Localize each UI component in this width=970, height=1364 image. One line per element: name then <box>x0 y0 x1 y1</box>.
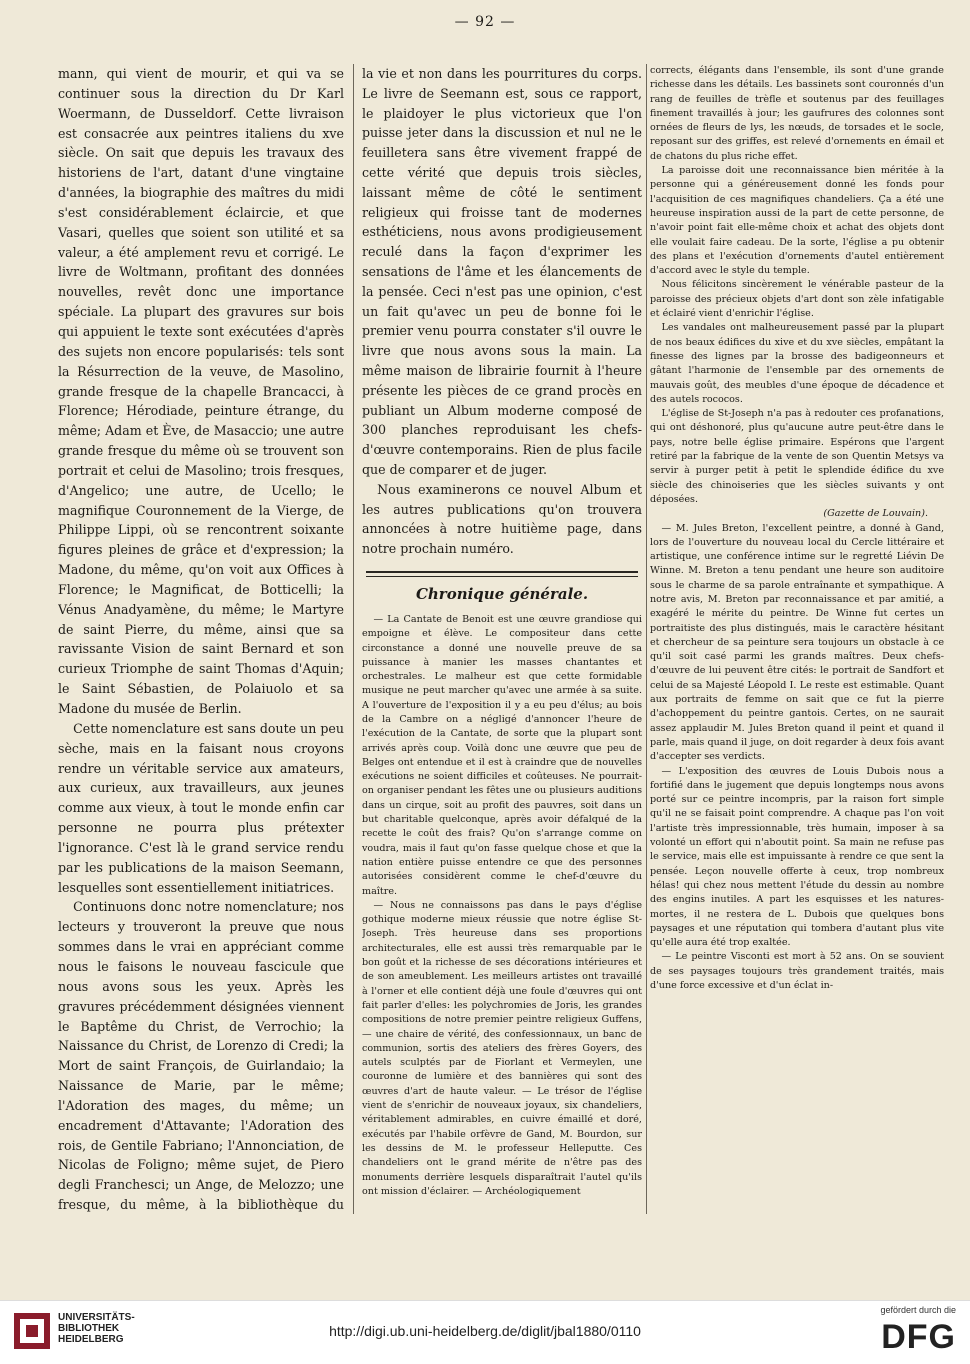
paragraph: — La Cantate de Benoit est une œuvre grandiose qui empoigne et élève. Le compositeur dans cette circonstance a donné une nouvelle preuve de sa puissance à manier les masses chantantes et orchestrales. Le malheur est que cette formidable musique ne peut marcher qu'avec une armée à sa suite. A l'ouverture de l'exposition il y a eu peu d'élus; au bois de la Cambre on a négligé d'annoncer l'heure de l'exécution de la Cantate, de sorte que la plupart sont arrivés après coup. Voilà donc une œuvre que peu de Belges ont entendue et il est à craindre que de nouvelles exécutions ne soient difficiles et coûteuses. Ne pourrait-on organiser pendant les fêtes une ou plusieurs auditions dans un cirque, soit au profit des pauvres, soit dans un but charitable quelconque, après avoir défalqué de la recette le coût des frais? Qu'on s'arrange comme on voudra, mais il faut qu'on fasse quelque chose et que la nation entière puisse entendre ce que des personnes autorisées considèrent comme le chef-d'œuvre du maître. <box>362 613 642 897</box>
column-rule <box>646 64 647 1214</box>
funded-by-label: gefördert durch die <box>880 1305 956 1315</box>
paragraph: Nous examinerons ce nouvel Album et les autres publications qu'on trouvera annoncées à notre huitième page, dans notre prochain numéro. <box>362 481 642 557</box>
paragraph: — M. Jules Breton, l'excellent peintre, a donné à Gand, lors de l'ouverture du nouveau local du Cercle littéraire et artistique, une conférence intime sur le regretté Liévin De Winne. M. Breton a tenu pendant une heure son auditoire sous le charme de sa parole entraînante et sympathique. A notre avis, M. Breton par reconnaissance et par amitié, a exagéré le mérite du peintre. De Winne fut certes un portraitiste des plus distingués, mais le caractère hésitant et chercheur de sa peinture sera toujours un obstacle à ce qu'il soit casé parmi les grands maîtres. Deux chefs-d'œuvre de lui peuvent être cités: le portrait de Sandfort et celui de sa Majesté Léopold I. Le reste est estimable. Quant aux portraits de femme on sait que ce fut la pierre d'achoppement du peintre gantois. Certes, on ne saurait assez applaudir M. Jules Breton quand il peint et quand il parle, mais quand il juge, on doit regarder à deux fois avant d'accepter ses verdicts. <box>650 522 944 763</box>
column-3 <box>650 64 944 1214</box>
section-title: Chronique générale. <box>415 584 589 603</box>
paragraph: mann, qui vient de mourir, et qui va se continuer sous la direction du Dr Karl Woermann, de Dusseldorf. Cette livraison est consacrée aux peintres italiens du xve siècle. On sait que depuis les travaux des historiens de l'art, datant d'une vingtaine d'années, la biographie des maîtres du midi s'est considérablement éclaircie, et que Vasari, quelles que soient son utilité et sa valeur, a été amplement revu et corrigé. Le livre de Woltmann, profitant des données nouvelles, revêt donc une importance spéciale. La plupart des gravures sur bois qui appuient le texte sont exécutées d'après des sujets non encore popularisés: tels sont la Résurrection de la veuve, de Masolino, grande fresque de la chapelle Brancacci, à Florence; Hérodiade, peinture étrange, du même; Adam et Ève, de Masaccio; une autre grande fresque du même où se trouvent son portrait et celui de Masolino; trois fresques, d'Angelico; une autre, de Ucello; le magnifique Couronnement de la Vierge, de Philippe Lippi, où se rencontrent soixante figures pleines de grâce et d'expression; la Madone, du même, qu'on voit aux Offices à Florence; le Magnificat, de Botticelli; la Vénus Anadyamène, du même; le Martyre de saint Pierre, du même, ainsi que sa ravissante Vision de saint Bernard et son curieux Triomphe de saint Thomas d'Aquin; le Saint Sébastien, de Polaiuolo et sa Madone du musée de Berlin. <box>58 66 344 716</box>
article-continuation <box>362 64 642 559</box>
viewer-footer <box>0 1300 970 1364</box>
paragraph: la vie et non dans les pourritures du corps. Le livre de Seemann est, sous ce rapport, le plaidoyer le plus victorieux que l'on puisse jeter dans la discussion et nul ne le feuilletera sans être vivement frappé de cette vérité que depuis trois siècles, laissant même de côté le sentiment religieux qui froisse tant de modernes esthéticiens, nous avons prodigieusement reculé dans la façon d'exprimer les sensations de l'âme et les élancements de la pensée. Ceci n'est pas une opinion, c'est un fait qu'avec un peu de bonne foi le premier venu pourra constater s'il ouvre le livre que nous avons sous la main. La même maison de librairie fournit à l'heure présente les pièces de ce grand procès en publiant un Album moderne composé de 300 planches reproduisant les chefs-d'œuvre contemporains. Rien de plus facile que de comparer et de juger. <box>362 66 642 477</box>
paragraph: L'église de St-Joseph n'a pas à redouter ces profanations, qui ont déshonoré, plus qu'aucune autre peut-être dans le pays, notre belle église primaire. Espérons que l'argent retiré par la fabrique de la vente de son Quentin Metsys va servir à purger petit à petit le splendide édifice du xve siècle des chinoiseries que les siècles suivants y ont déposées. <box>650 408 944 505</box>
paragraph: — Nous ne connaissons pas dans le pays d'église gothique moderne mieux réussie que notre église St-Joseph. Très heureuse dans ses proportions architecturales, elle est aussi très remarquable par le bon goût et la richesse de ses décorations intérieures et de son ameublement. Les meilleurs artistes ont travaillé à l'orner et elle contient déjà une foule d'œuvres qui ont fait parler d'elles: les polychromies de Joris, les grandes compositions de notre premier peintre religieux Guffens, — une chaire de vérité, des confessionnaux, un banc de communion, sortis des ateliers des frères Goyers, des autels sculptés par de Fiorlant et Vermeylen, une couronne de lumière et des bannières qui sont des œuvres d'art de haute valeur. — Le trésor de l'église vient de s'enrichir de nouveaux joyaux, six chandeliers, véritablement admirables, en cuivre émaillé et doré, exécutés par l'habile orfèvre de Gand, M. Bourdon, sur les dessins de M. le professeur Helleputte. Ces chandeliers ont le grand mérite de n'être pas des monuments derrière lesquels disparaîtrait l'autel qu'ils ont mission d'éclairer. — Archéologiquement <box>362 899 642 1197</box>
permalink-url[interactable]: http://digi.ub.uni-heidelberg.de/diglit/jbal1880/0110 <box>329 1323 641 1339</box>
paragraph: — Le peintre Visconti est mort à 52 ans. On se souvient de ses paysages toujours très grandement traités, mais d'une force excessive et d'un éclat in- <box>650 951 944 991</box>
section-rule <box>366 571 638 573</box>
university-library-name: UNIVERSITÄTS- BIBLIOTHEK HEIDELBERG <box>58 1312 135 1345</box>
dfg-logo: DFG <box>881 1318 956 1356</box>
source-signature: (Gazette de Louvain). <box>823 508 928 520</box>
column-2 <box>362 64 642 1214</box>
paragraph: Les vandales ont malheureusement passé par la plupart de nos beaux édifices du xive et du xve siècles, empâtant la finesse des lignes par la brosse des badigeonneurs et gâtant l'harmonie de l'ensemble par des ornements de mauvais goût, des meubles d'une époque de décadence et des autels rococos. <box>650 322 944 405</box>
chronique-text <box>362 613 642 1199</box>
column-rule <box>353 64 354 1214</box>
paragraph: Cette nomenclature est sans doute un peu sèche, mais en la faisant nous croyons rendre un véritable service aux amateurs, aux curieux, aux travailleurs, aux jeunes comme aux vieux, à tout le monde enfin car personne ne pourra plus prétexter l'ignorance. C'est là le grand service rendu par les publications de la maison Seemann, lesquelles sont essentiellement initiatrices. <box>58 720 344 895</box>
page-number: — 92 — <box>454 14 516 30</box>
paragraph: — L'exposition des œuvres de Louis Dubois nous a fortifié dans le jugement que depuis longtemps nous avons porté sur ce peintre incompris, par la raison fort simple qu'il ne se faisait point comprendre. A chaque pas l'on voit l'artiste très impressionnable, très humain, imposer à sa volonté un effort qui n'aboutit point. Sa main ne refuse pas le service, mais elle est impuissante à rendre ce que sent la pensée. Leçon nouvelle offerte à ceux, trop nombreux hélas! qui chez nous mettent l'étude du dessin au nombre des engins inutiles. A part les esquisses et les natures-mortes, il ne restera de L. Dubois que quelques bons paysages et une réputation qui tombera d'autant plus vite qu'elle aura été trop exaltée. <box>650 765 944 949</box>
paragraph: corrects, élégants dans l'ensemble, ils sont d'une grande richesse dans les détails. Les bassinets sont couronnés d'un rang de feuilles de trèfle et soutenus par des feuillages finement travaillés à jour; les gaufrures des colonnes sont ornées de fleurs de lys, les nœuds, de torsades et le socle, reposant sur des griffes, est relevé d'ornements en émail et de chatons du plus riche effet. <box>650 65 944 162</box>
column-1 <box>58 64 344 1214</box>
section-rule <box>366 576 638 577</box>
paragraph: Nous félicitons sincèrement le vénérable pasteur de la paroisse des précieux objets d'art dont son zèle infatigable et éclairé vient d'enrichir l'église. <box>650 279 944 320</box>
paragraph: Continuons donc notre nomenclature; nos lecteurs y trouveront la preuve que nous sommes dans le vrai en appréciant comme nous le faisons le nouveau fascicule que nous avons sous les yeux. Après les gravures précédemment désignées viennent le Baptême du Christ, de Verrochio; la Naissance du Christ, de Lorenzo di Credi; la Mort de saint François, de Guirlandaio; la Naissance de Marie, par le même; l'Adoration des mages, du même; un encadrement d'Attavante; l'Adoration des rois, de Gentile Fabriano; l'Annonciation, de Nicolas de Foligno; même sujet, de Piero degli Franchesci; un Ange, de Melozzo; une fresque, du même, à la bibliothèque du <box>58 899 344 1213</box>
paragraph: La paroisse doit une reconnaissance bien méritée à la personne qui a généreusement donné les fonds pour l'acquisition de ces magnifiques chandeliers. Ça a été une heureuse inspiration aussi de la part de cette personne, de n'avoir point fait elle-même choix et achat des objets dont elle voulait faire cadeau. De la sorte, l'église a pu obtenir des plans et l'exécution d'ornements d'autel entièrement d'accord avec le style du temple. <box>650 165 944 277</box>
